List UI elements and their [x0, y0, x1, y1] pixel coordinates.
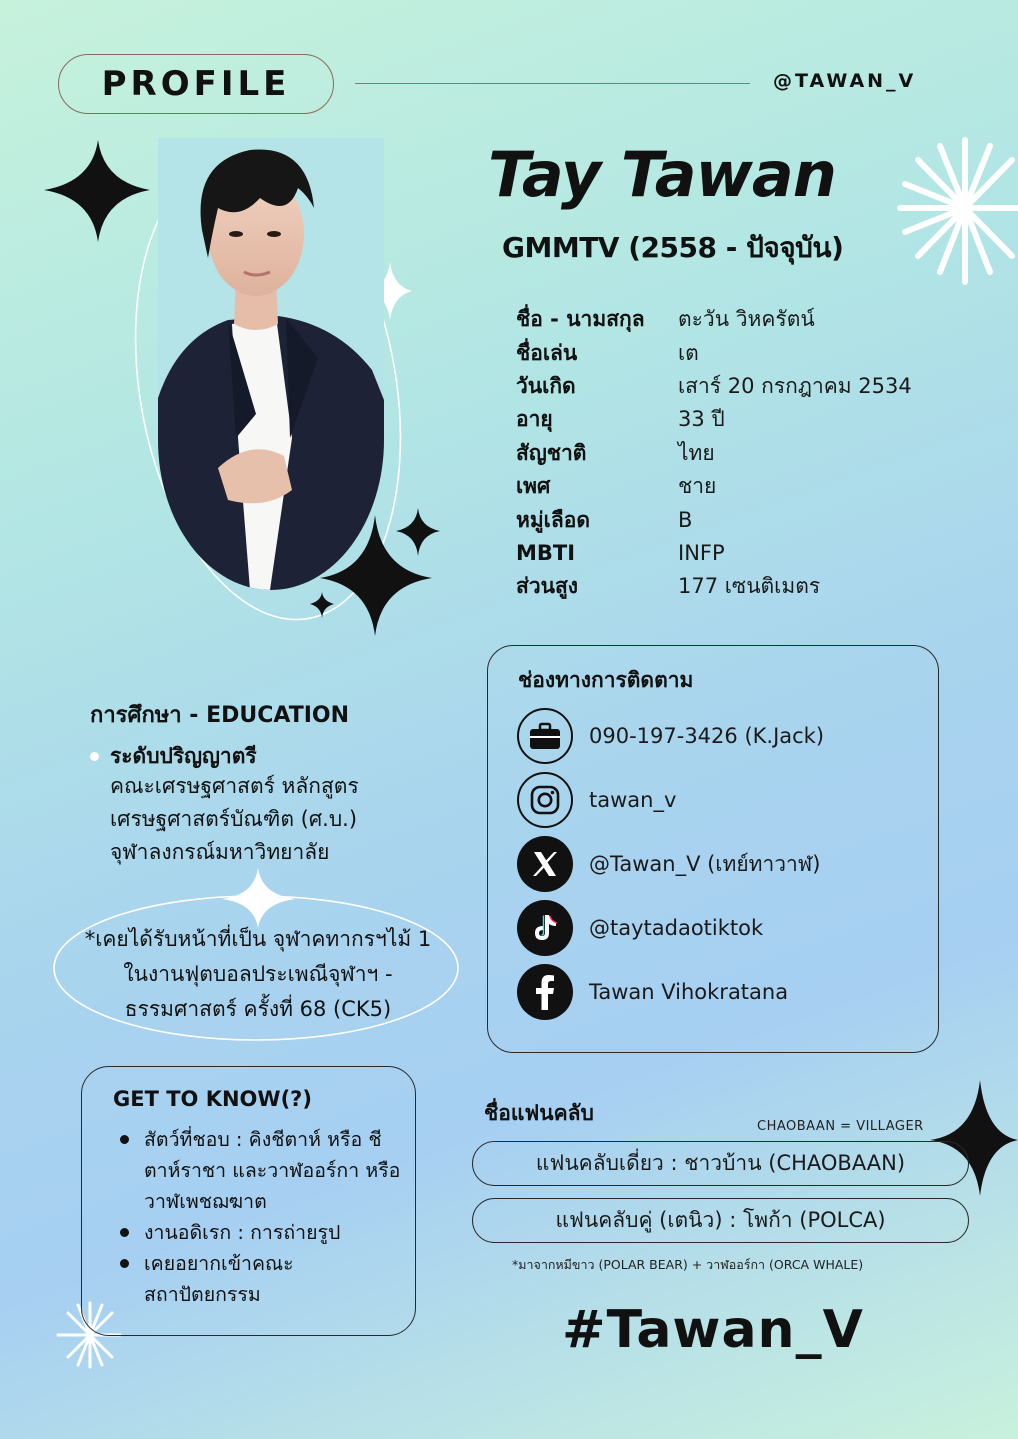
fanclub-translation-note: CHAOBAAN = VILLAGER — [757, 1119, 924, 1134]
info-value: เสาร์ 20 กรกฎาคม 2534 — [678, 373, 912, 398]
starburst-icon — [900, 140, 1018, 282]
profile-label: PROFILE — [58, 54, 334, 114]
sparkle-icon — [396, 508, 440, 556]
info-row-mbti — [516, 537, 976, 570]
info-label: อายุ — [516, 407, 553, 432]
list-item: งานอดิเรก : การถ่ายรูป — [118, 1217, 408, 1248]
x-icon — [517, 836, 573, 892]
briefcase-icon — [517, 708, 573, 764]
contact-text: tawan_v — [589, 788, 677, 812]
note-line: ธรรมศาสตร์ ครั้งที่ 68 (CK5) — [124, 997, 392, 1021]
sparkle-icon — [310, 592, 334, 618]
agency-label: GMMTV (2558 - ปัจจุบัน) — [502, 231, 844, 264]
header-divider — [355, 83, 750, 84]
info-value: ไทย — [678, 440, 715, 465]
fanclub-footnote: *มาจากหมีขาว (POLAR BEAR) + วาฬออร์กา (ORCA WHALE) — [512, 1257, 864, 1272]
contact-text: @Tawan_V (เทย์ทาวาฬ) — [589, 851, 821, 876]
info-value: เต — [678, 340, 699, 365]
info-label: สัญชาติ — [516, 440, 587, 465]
info-value: INFP — [678, 541, 725, 566]
note-line: *เคยได้รับหน้าที่เป็น จุฬาคทากรฯไม้ 1 — [84, 927, 432, 951]
education-line: คณะเศรษฐศาสตร์ หลักสูตร — [110, 774, 359, 798]
info-label: วันเกิด — [516, 373, 576, 398]
tiktok-icon — [517, 900, 573, 956]
achievement-note — [58, 922, 458, 1027]
education-degree: ระดับปริญญาตรี — [110, 744, 257, 768]
info-row-nationality — [516, 437, 976, 470]
info-row-gender — [516, 470, 976, 503]
info-value: B — [678, 508, 693, 533]
get-to-know-list — [118, 1124, 408, 1310]
contact-title: ช่องทางการติดตาม — [518, 668, 694, 692]
info-row-blood-type — [516, 503, 976, 536]
info-value: 177 เซนติเมตร — [678, 574, 821, 599]
facebook-icon — [517, 964, 573, 1020]
contact-phone[interactable] — [517, 708, 824, 764]
sparkle-icon — [44, 140, 150, 242]
info-row-fullname — [516, 303, 976, 336]
fanclub-pair: แฟนคลับคู่ (เตนิว) : โพก้า (POLCA) — [472, 1198, 969, 1243]
list-item: สัตว์ที่ชอบ : คิงชีตาห์ หรือ ชีตาห์ราชา และวาฬออร์กา หรือ วาฬเพชฌฆาต — [118, 1124, 408, 1217]
info-row-nickname — [516, 336, 976, 369]
info-label: เพศ — [516, 474, 551, 499]
contact-instagram[interactable] — [517, 772, 676, 828]
sparkle-icon — [222, 868, 296, 928]
get-to-know-title: GET TO KNOW(?) — [113, 1087, 312, 1111]
fanclub-title: ชื่อแฟนคลับ — [484, 1101, 594, 1125]
info-label: ส่วนสูง — [516, 574, 579, 599]
info-row-birthday — [516, 370, 976, 403]
info-row-age — [516, 403, 976, 436]
hashtag: #Tawan_V — [562, 1300, 864, 1360]
list-item: เคยอยากเข้าคณะ สถาปัตยกรรม — [118, 1248, 408, 1310]
fanclub-solo: แฟนคลับเดี่ยว : ชาวบ้าน (CHAOBAAN) — [472, 1141, 969, 1186]
education-title: การศึกษา - EDUCATION — [90, 703, 350, 728]
contact-facebook[interactable] — [517, 964, 788, 1020]
education-line: เศรษฐศาสตร์บัณฑิต (ศ.บ.) — [110, 807, 358, 831]
info-label: หมู่เลือด — [516, 507, 590, 532]
instagram-icon — [517, 772, 573, 828]
contact-x[interactable] — [517, 836, 820, 892]
info-row-height — [516, 570, 976, 603]
contact-tiktok[interactable] — [517, 900, 763, 956]
bullet-icon — [90, 752, 99, 761]
info-value: 33 ปี — [678, 407, 725, 432]
info-value: ตะวัน วิหครัตน์ — [678, 307, 815, 332]
profile-photo — [158, 138, 384, 590]
education-line: จุฬาลงกรณ์มหาวิทยาลัย — [110, 840, 330, 864]
info-label: MBTI — [516, 541, 576, 566]
profile-info-table — [516, 303, 976, 604]
contact-text: @taytadaotiktok — [589, 916, 764, 940]
note-line: ในงานฟุตบอลประเพณีจุฬาฯ - — [123, 962, 393, 986]
header-handle: @TAWAN_V — [773, 70, 917, 92]
info-label: ชื่อเล่น — [516, 340, 578, 365]
info-value: ชาย — [678, 474, 717, 499]
info-label: ชื่อ - นามสกุล — [516, 307, 645, 332]
artist-name: Tay Tawan — [488, 138, 836, 211]
contact-text: Tawan Vihokratana — [589, 980, 789, 1004]
contact-text: 090-197-3426 (K.Jack) — [589, 724, 825, 748]
